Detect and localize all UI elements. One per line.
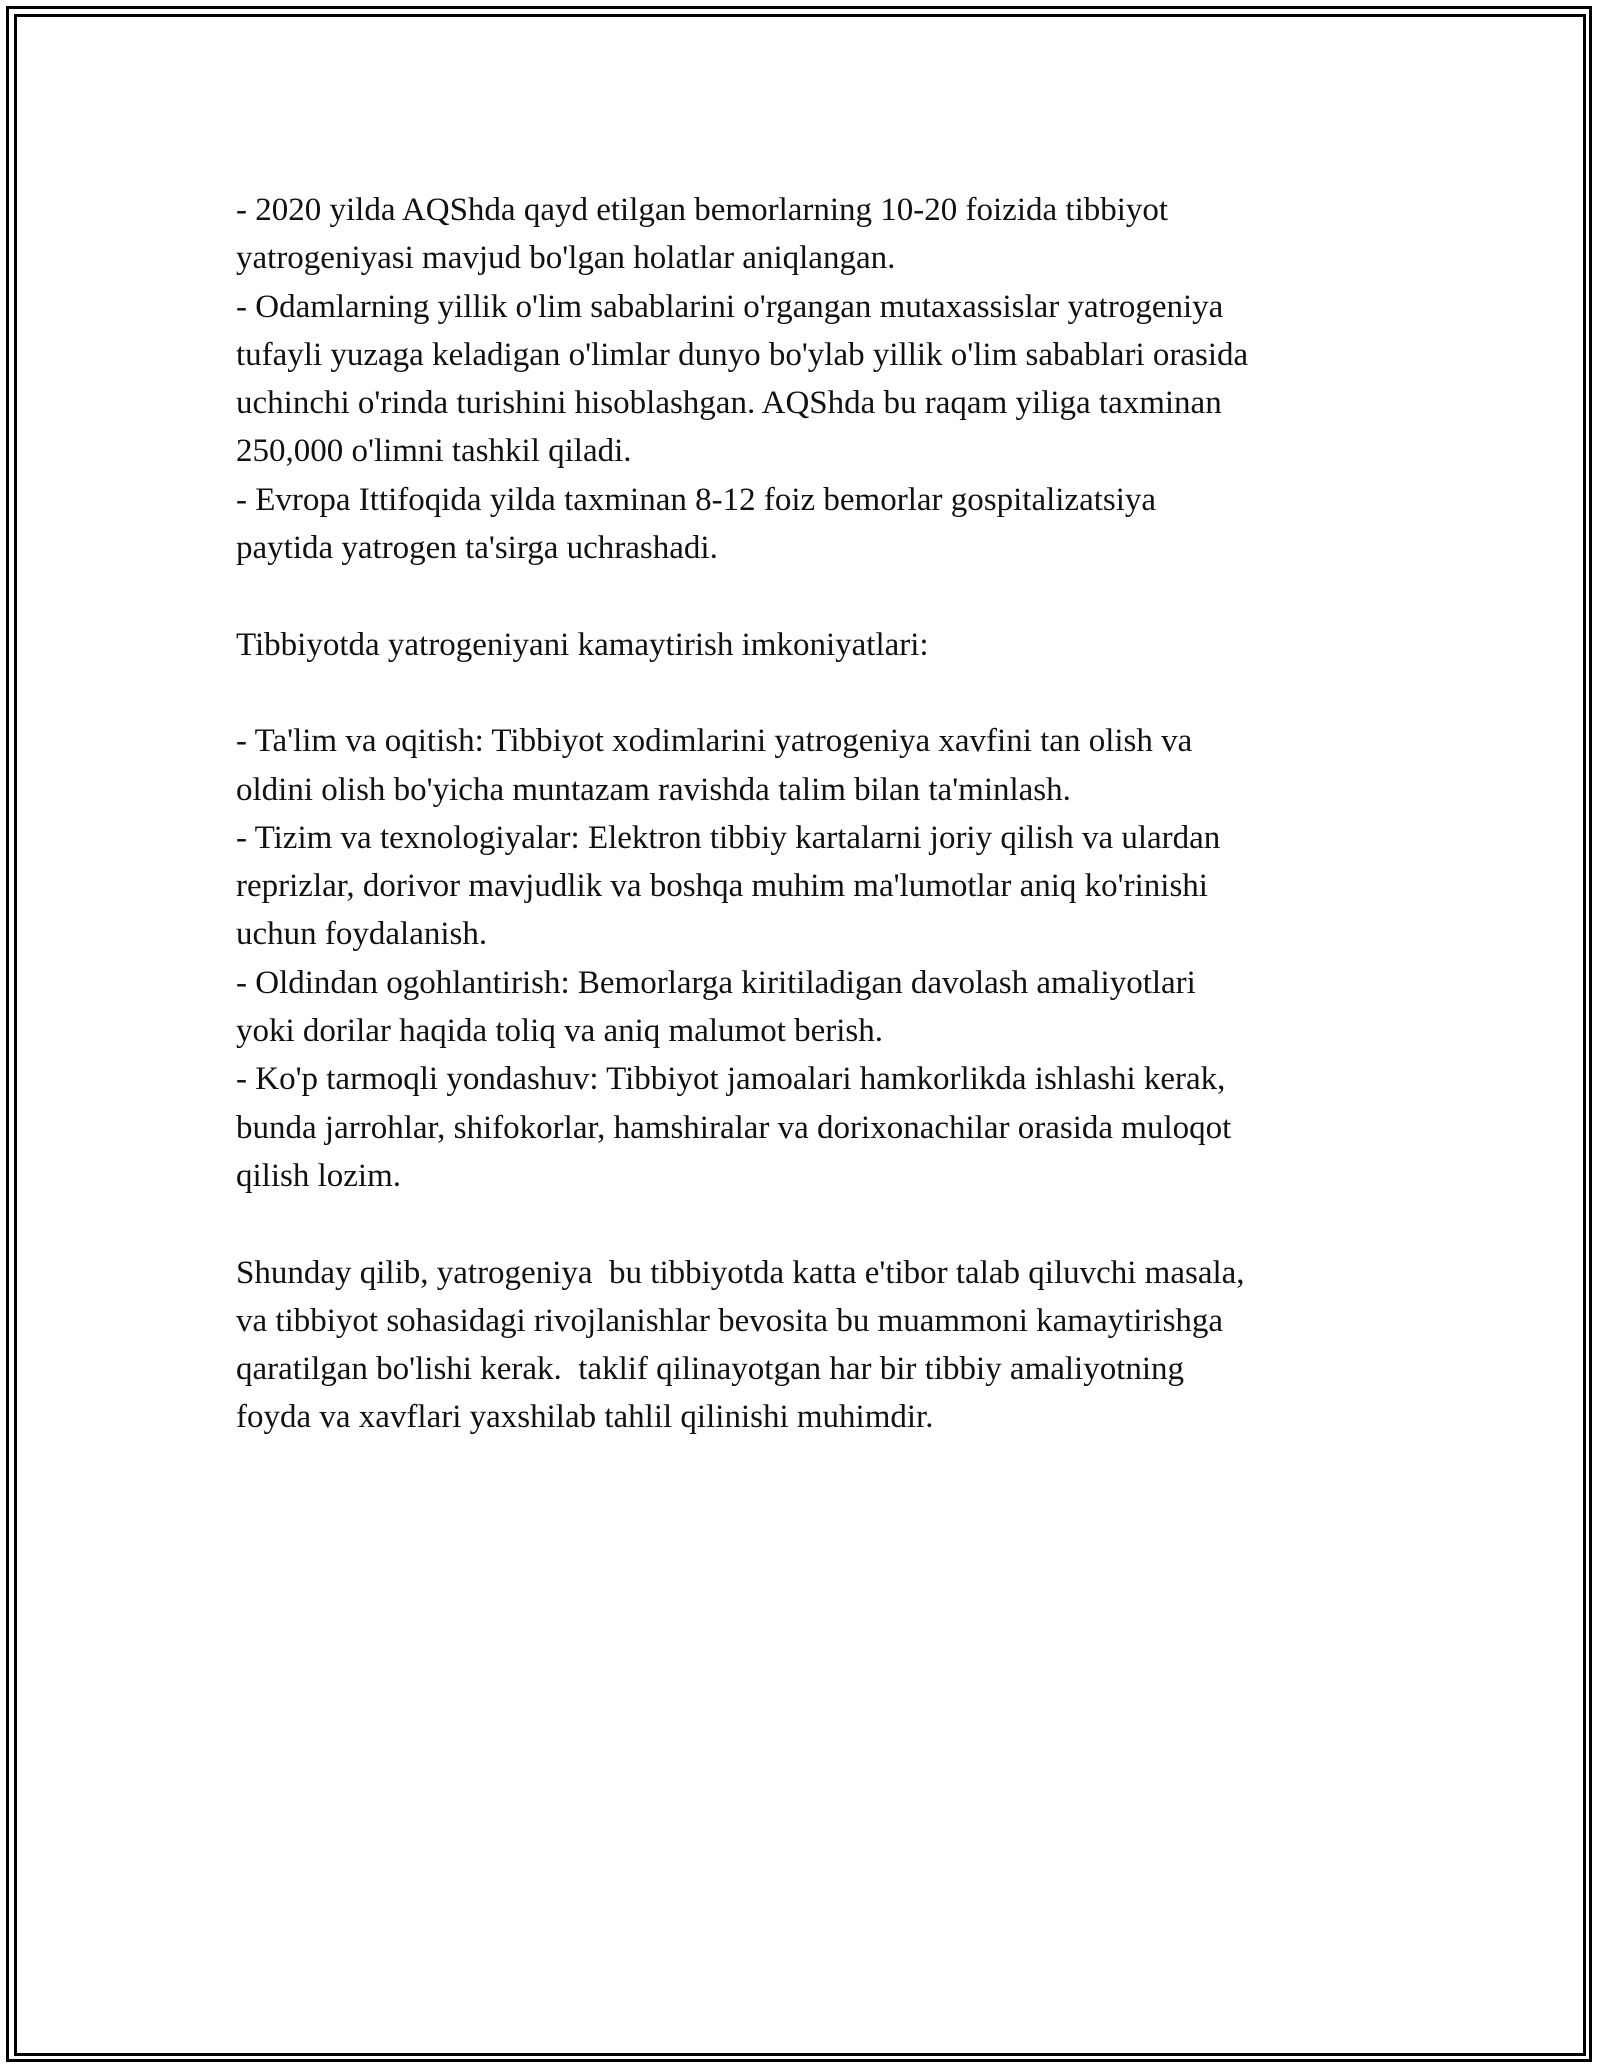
text-line: uchinchi o'rinda turishini hisoblashgan. AQShda bu raqam yiliga taxminan	[236, 385, 1222, 422]
text-line: yoki dorilar haqida toliq va aniq malumot berish.	[236, 1013, 884, 1050]
text-line: uchun foydalanish.	[236, 916, 488, 953]
text-line: - Ta'lim va oqitish: Tibbiyot xodimlarini yatrogeniya xavfini tan olish va	[236, 723, 1193, 760]
text-line: oldini olish bo'yicha muntazam ravishda talim bilan ta'minlash.	[236, 771, 1071, 808]
text-line: Shunday qilib, yatrogeniya bu tibbiyotda katta e'tibor talab qiluvchi masala,	[236, 1254, 1245, 1291]
text-line: va tibbiyot sohasidagi rivojlanishlar bevosita bu muammoni kamaytirishga	[236, 1302, 1224, 1339]
text-line: tufayli yuzaga keladigan o'limlar dunyo bo'ylab yillik o'lim sabablari orasida	[236, 336, 1249, 373]
text-line: qaratilgan bo'lishi kerak. taklif qilinayotgan har bir tibbiy amaliyotning	[236, 1351, 1185, 1388]
text-line: - 2020 yilda AQShda qayd etilgan bemorlarning 10-20 foizida tibbiyot	[236, 192, 1169, 228]
text-line: 250,000 o'limni tashkil qiladi.	[236, 433, 632, 470]
text-line: qilish lozim.	[236, 1157, 401, 1194]
text-line: yatrogeniyasi mavjud bo'lgan holatlar aniqlangan.	[236, 240, 896, 277]
paragraph-gap	[236, 1200, 1396, 1248]
paragraph-gap	[236, 572, 1396, 620]
text-line: reprizlar, dorivor mavjudlik va boshqa muhim ma'lumotlar aniq ko'rinishi	[236, 868, 1208, 905]
text-line: - Evropa Ittifoqida yilda taxminan 8-12 foiz bemorlar gospitalizatsiya	[236, 481, 1157, 518]
text-line: paytida yatrogen ta'sirga uchrashadi.	[236, 530, 718, 567]
text-line: - Oldindan ogohlantirish: Bemorlarga kiritiladigan davolash amaliyotlari	[236, 964, 1196, 1001]
text-line: - Odamlarning yillik o'lim sabablarini o'rgangan mutaxassislar yatrogeniya	[236, 288, 1224, 325]
text-line: - Tizim va texnologiyalar: Elektron tibbiy kartalarni joriy qilish va ulardan	[236, 819, 1221, 856]
text-line: foyda va xavflari yaxshilab tahlil qilinishi muhimdir.	[236, 1399, 934, 1436]
paragraph-gap	[236, 669, 1396, 717]
document-body	[236, 186, 1396, 1442]
section-heading: Tibbiyotda yatrogeniyani kamaytirish imkoniyatlari:	[236, 626, 929, 663]
text-line: - Ko'p tarmoqli yondashuv: Tibbiyot jamoalari hamkorlikda ishlashi kerak,	[236, 1061, 1226, 1098]
text-line: bunda jarrohlar, shifokorlar, hamshiralar va dorixonachilar orasida muloqot	[236, 1109, 1232, 1146]
